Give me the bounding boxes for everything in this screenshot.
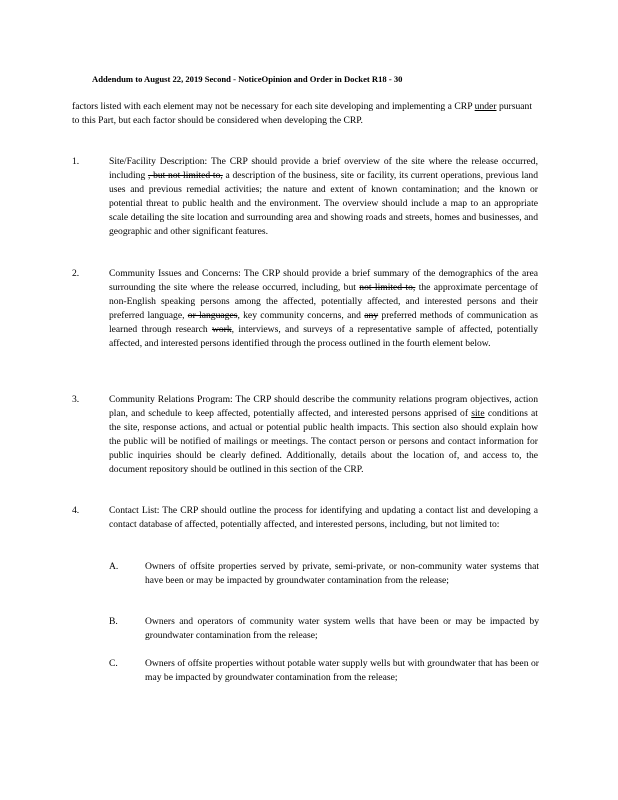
intro-text-2: pursuant to this Part, but each factor should be considered when developing the CRP. <box>72 101 532 126</box>
sub-item-letter: B. <box>109 616 118 627</box>
intro-paragraph <box>72 100 532 128</box>
struck-text: any <box>364 310 379 321</box>
sub-item-body: Owners of offsite properties served by private, semi-private, or non-community water systems that have been or may be impacted by groundwater contamination from the release; <box>145 561 539 586</box>
underlined-insertion: under <box>474 101 497 112</box>
item-body <box>109 267 538 351</box>
sub-item-body: Owners of offsite properties without potable water supply wells but with groundwater that has been or may be impacted by groundwater contamination from the release; <box>145 658 539 683</box>
sub-item-b <box>109 615 539 643</box>
item-text: Site/Facility Description: The CRP should provide a brief overview of the site where the release occurred, including <box>109 156 538 181</box>
item-text: Community Relations Program: The CRP should describe the community relations program objectives, action plan, and schedule to keep affected, potentially affected, and interested persons apprised of <box>109 394 538 419</box>
item-text: , key community concerns, and <box>237 310 365 321</box>
item-text: the approximate percentage of non-English speaking persons among the affected, potentially affected, and interested persons and their preferred language, <box>109 282 538 321</box>
list-item-1 <box>72 155 538 239</box>
list-item-4 <box>72 504 538 532</box>
list-item-3 <box>72 393 538 477</box>
item-body <box>109 155 538 239</box>
item-text: Community Issues and Concerns: The CRP should provide a brief summary of the demographics of the area surrounding the site where the release occurred, including, but <box>109 268 538 293</box>
item-text: a description of the business, site or facility, its current operations, previous land uses and previous remedial activities; the nature and extent of known contamination; and the known or potential threat to public health and the environment. The overview should include a map to an appropriate scale detailing the site location and surrounding area and showing roads and streets, homes and businesses, and geographic and other significant features. <box>109 170 539 237</box>
item-number: 2. <box>72 268 80 279</box>
item-text: conditions at the site, response actions, and actual or potential public health impacts. This section also should explain how the public will be notified of mailings or meetings. The contact person or persons and contact information for public inquiries should be clearly defined. Additionally, details about the location of, and access to, the document repository should be outlined in this section of the CRP. <box>109 408 538 475</box>
sub-item-body: Owners and operators of community water system wells that have been or may be impacted by groundwater contamination from the release; <box>145 616 539 641</box>
item-number: 1. <box>72 156 80 167</box>
sub-item-c <box>109 657 539 685</box>
intro-text-1: factors listed with each element may not be necessary for each site developing and implementing a CRP <box>72 101 475 112</box>
struck-text: work <box>211 324 232 335</box>
sub-item-letter: A. <box>109 561 119 572</box>
sub-item-letter: C. <box>109 658 118 669</box>
item-number: 4. <box>72 505 80 516</box>
struck-text: or languages <box>187 310 238 321</box>
item-text: , interviews, and surveys of a representative sample of affected, potentially affected, and interested persons identified through the process outlined in the fourth element below. <box>109 324 538 349</box>
item-body <box>109 393 538 477</box>
document-header: Addendum to August 22, 2019 Second - NoticeOpinion and Order in Docket R18 - 30 <box>92 74 403 84</box>
underlined-insertion: site <box>471 408 485 419</box>
sub-item-a <box>109 560 539 588</box>
item-body: Contact List: The CRP should outline the process for identifying and updating a contact list and developing a contact database of affected, potentially affected, and interested persons, including, but not limited to: <box>109 505 538 530</box>
struck-text: not limited to, <box>359 282 416 293</box>
item-text: preferred methods of communication as learned through research <box>109 310 538 335</box>
item-number: 3. <box>72 394 80 405</box>
struck-text: , but not limited to, <box>147 170 223 181</box>
list-item-2 <box>72 267 538 351</box>
